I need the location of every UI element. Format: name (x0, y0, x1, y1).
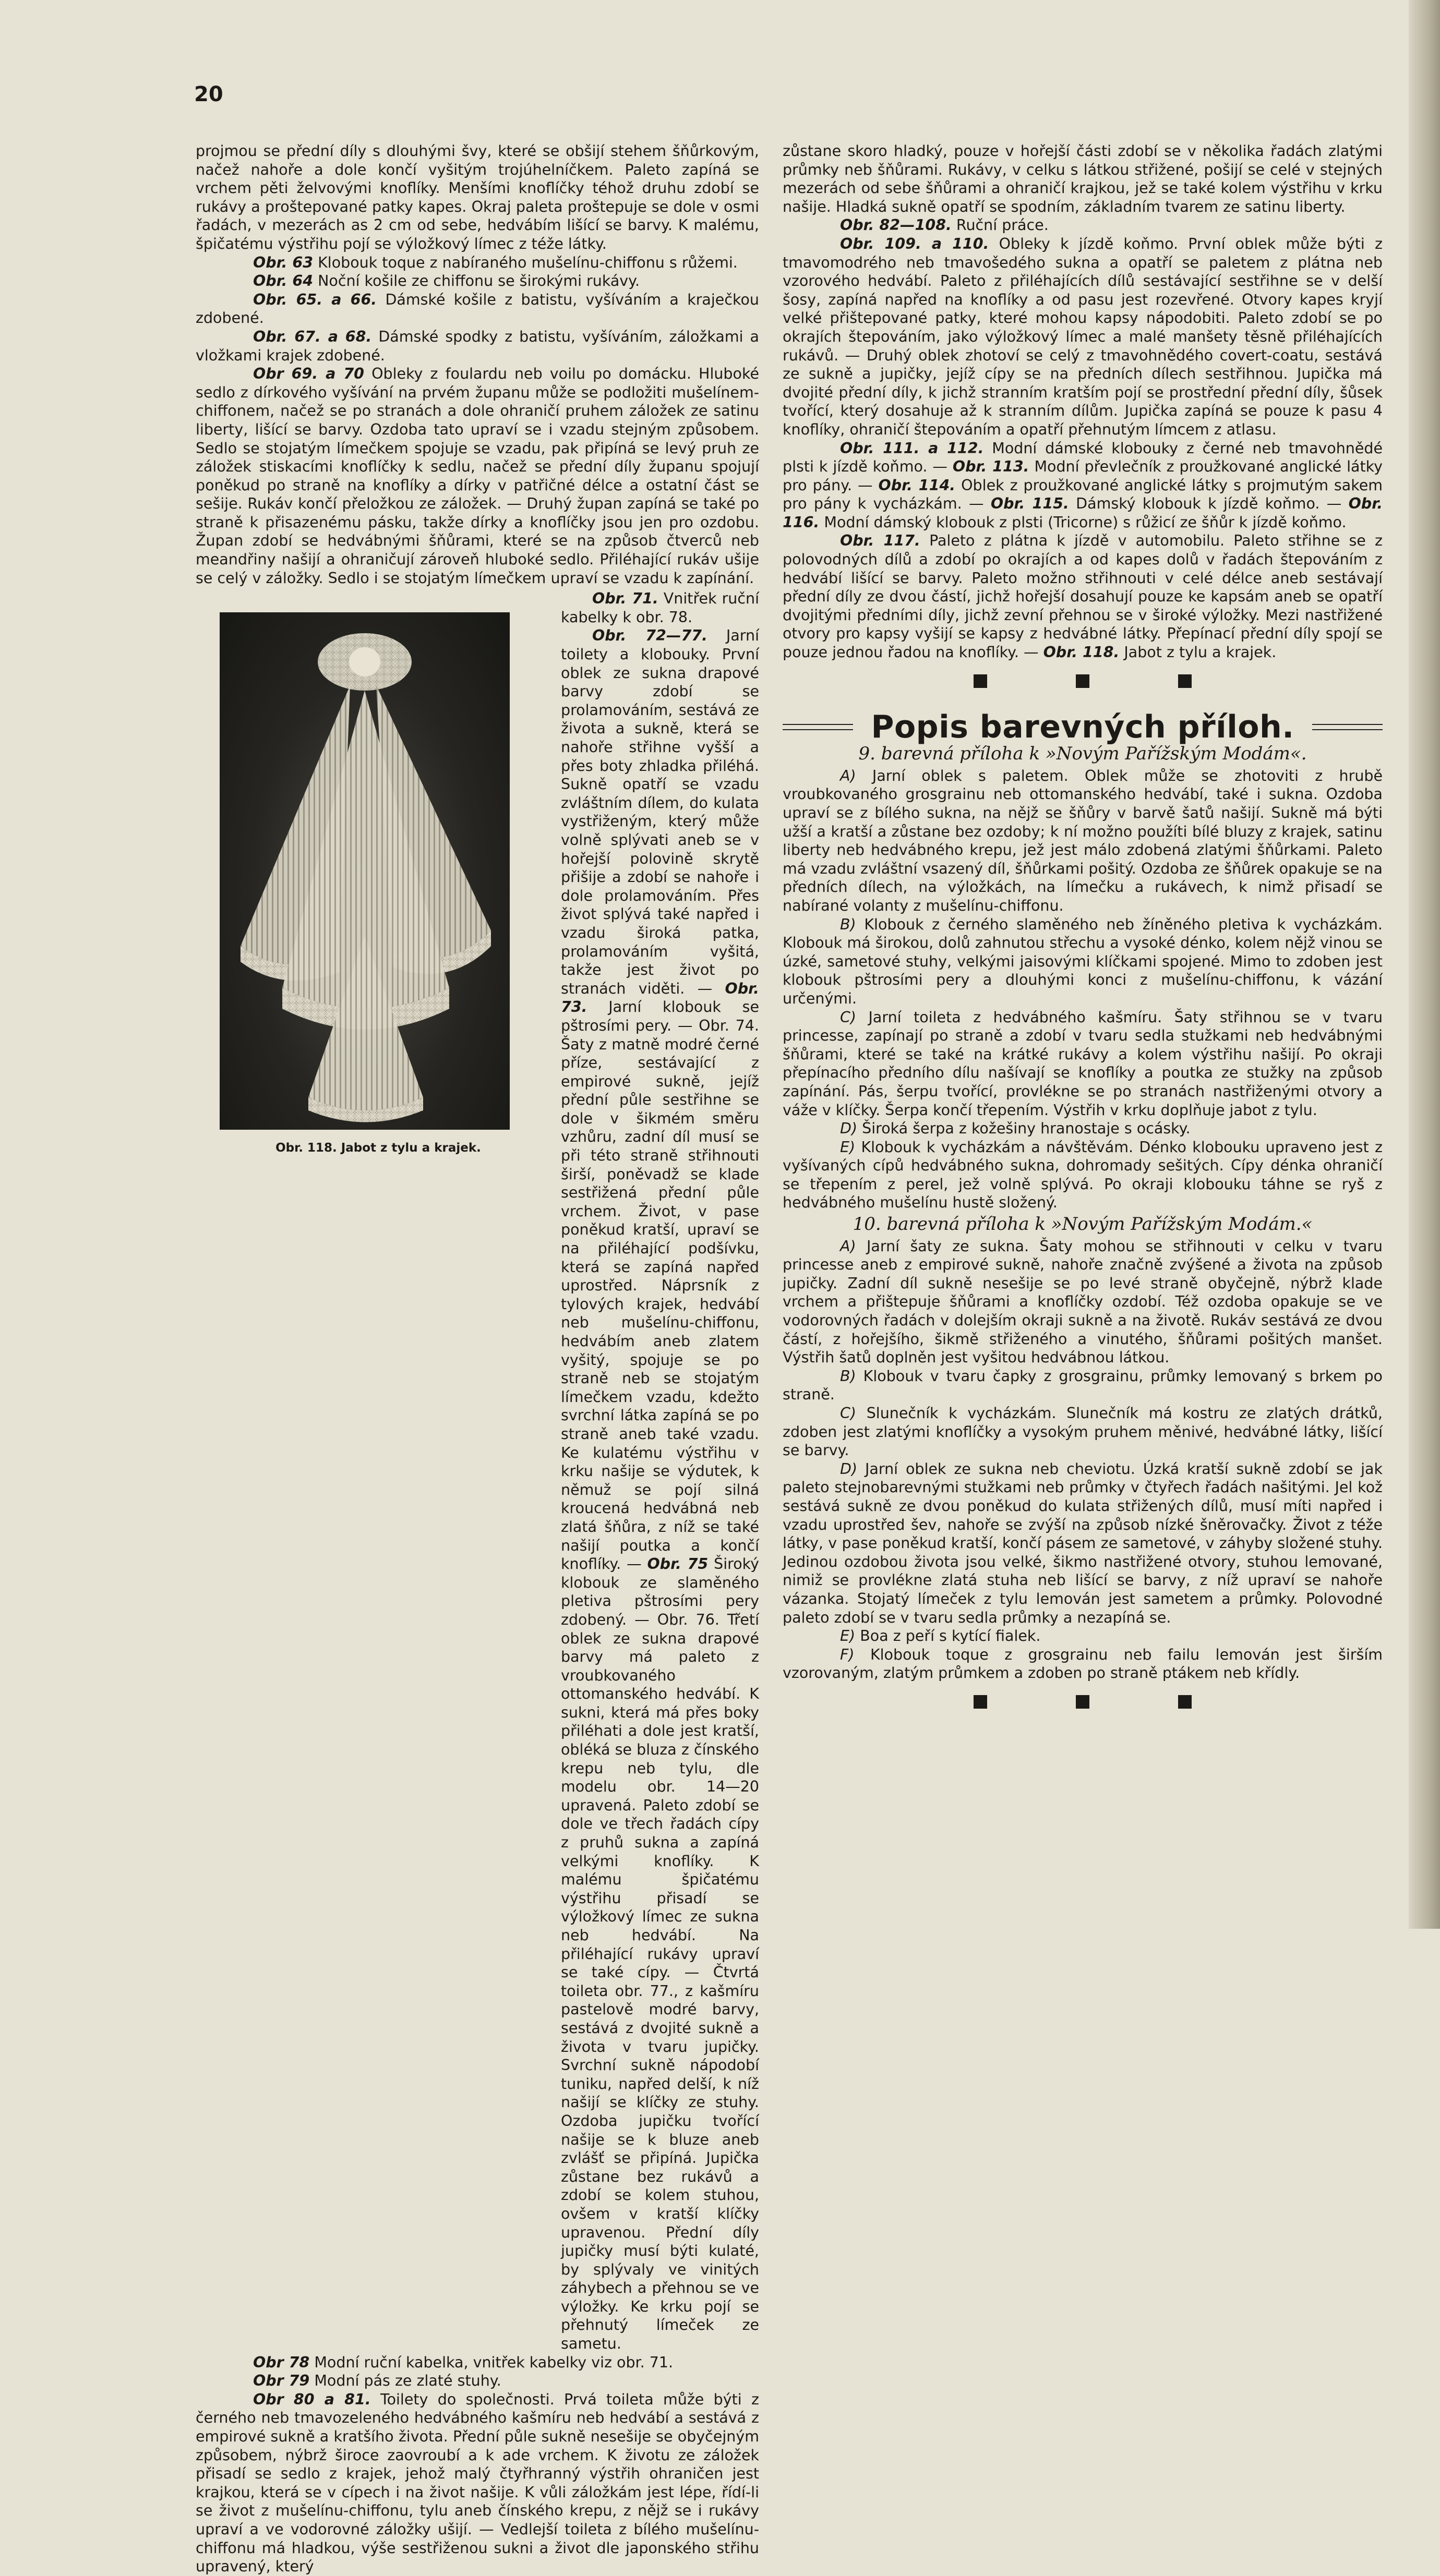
page-edge (1409, 0, 1440, 1929)
figure-side-text (561, 589, 759, 2353)
paragraph: F) Klobouk toque z grosgrainu neb failu lemován jest širším vzorovaným, zlatým průmkem a zdoben po straně ptákem neb křídly. (783, 1646, 1383, 1682)
paragraph: Obr. 82—108. Ruční práce. (840, 216, 1049, 234)
heading-rule (783, 724, 853, 730)
subheading: 9. barevná příloha k »Novým Pařížským Modám«. (858, 743, 1307, 765)
jabot-photo (220, 612, 510, 1130)
paragraph: D) Jarní oblek ze sukna neb cheviotu. Úzká kratší sukně zdobí se jak paleto stejnobarevnými stužkami neb průmky v čtyřech řadách našitými. Jel kož sestává sukně ze dvou poněkud do kulata střižených dílů, musí míti napřed i vzadu uprostřed šev, nahoře se zvýší na způsob nízké šněrovačky. Život z téže látky, v pase poněkud kratší, končí pásem ze sametové, v záhyby složené stuhy. Jedinou ozdobou života jsou velké, šikmo nastřižené otvory, stuhou lemované, nimiž se provlékne zlatá stuha neb lišící se barvy, z níž upraví se nahoře vázanka. Stojatý límeček z tylu lemován jest sametem a průmky. Polovodné paleto zdobí se v tvaru sedla průmky a nezapíná se. (783, 1460, 1383, 1626)
paragraph: C) Jarní toileta z hedvábného kašmíru. Šaty střihnou se v tvaru princesse, zapínají po straně a zdobí v tvaru sedla stužkami neb hedvábnými šňůrami, které se také na krátké rukávy a kolem výstřihu našijí. Po okraji přepínacího předního dílu našívají se knoflíky a poutka ze stužky na způsob zapínání. Pás, šerpu tvořící, provlékne se po stranách nastřiženými otvory a váže v klíčky. Šerpa končí třepením. Výstřih v krku doplňuje jabot z tylu. (783, 1008, 1383, 1119)
divider-square (1178, 1695, 1192, 1709)
paragraph: A) Jarní šaty ze sukna. Šaty mohou se střihnouti v celku v tvaru princesse aneb z empirové sukně, nahoře značně zvýšené a života na způsob jupičky. Zadní díl sukně nesešije se po levé straně obyčejně, nýbrž klade vrchem a přištepuje šňůrami a knoflíčky ozdobí. Též ozdoba opakuje se ve vodorovných řadách v dolejším okraji sukně a na životě. Rukáv sestává ze dvou částí, z hořejšího, šikmě střiženého a vinutého, šňůrami pošitých manšet. Výstřih šatů doplněn jest vyšitou hedvábnou látkou. (783, 1237, 1383, 1366)
paragraph: Obr 78 Modní ruční kabelka, vnitřek kabelky viz obr. 71. (253, 2353, 674, 2371)
section-divider (783, 674, 1383, 688)
paragraph: Obr. 72—77. Jarní toilety a klobouky. První oblek ze sukna drapové barvy zdobí se prolamováním, sestává ze života a sukně, která se nahoře střihne vyšší a přes boty zhladka přiléhá. Sukně opatří se vzadu zvláštním dílem, do kulata vystřiženým, který může volně splývati aneb se v hořejší polovině skrytě přišije a zdobí se nahoře i dole prolamováním. Přes život splývá také napřed i vzadu široká patka, prolamováním vyšitá, takže jest život po stranách viděti. — Obr. 73. Jarní klobouk se pštrosími pery. — Obr. 74. Šaty z matně modré černé příze, sestávající z empirové sukně, jejíž přední půle sestřihne se dole v šikmém směru vzhůru, zadní díl musí se při této straně střihnouti širší, poněvadž se klade sestřižená přední půle vrchem. Život, v pase poněkud kratší, upraví se na přiléhající podšívku, která se zapíná napřed uprostřed. Náprsník z tylových krajek, hedvábí neb mušelínu-chiffonu, hedvábím aneb zlatem vyšitý, spojuje se po straně neb se stojatým límečkem vzadu, kdežto svrchní látka zapíná se po straně aneb také vzadu. Ke kulatému výstřihu v krku našije se výdutek, k němuž se pojí silná kroucená hedvábná neb zlatá šňůra, z níž se také našijí poutka a končí knoflíky. — Obr. 75 Široký klobouk ze slaměného pletiva pštrosími pery zdobený. — Obr. 76. Třetí oblek ze sukna drapové barvy má paleto z vroubkovaného ottomanského hedvábí. K sukni, která má přes boky přiléhati a dole jest kratší, obléká se bluza z čínského krepu neb tylu, dle modelu obr. 14—20 upravená. Paleto zdobí se dole ve třech řadách cípy z pruhů sukna a zapíná velkými knoflíky. K malému špičatému výstřihu přisadí se výložkový límec ze sukna neb hedvábí. Na přiléhající rukávy upraví se také cípy. — Čtvrtá toileta obr. 77., z kašmíru pastelově modré barvy, sestává z dvojité sukně a života v tvaru jupičky. Svrchní sukně nápodobí tuniku, napřed delší, k níž našijí se klíčky ze stuhy. Ozdoba jupičku tvořící našije se k bluze aneb zvlášť se připíná. Jupička zůstane bez rukávů a zdobí se kolem stuhou, ovšem v kratší klíčky upravenou. Přední díly jupičky musí býti kulaté, by splývaly ve vinitých záhybech a přehnou se ve výložky. Ke krku pojí se přehnutý límeček ze sametu. (561, 627, 760, 2353)
paragraph: projmou se přední díly s dlouhými švy, které se obšijí stehem šňůrkovým, načež nahoře a dole končí vyšitým trojúhelníčkem. Paleto zapíná se vrchem pěti želvovými knoflíky. Menšími knoflíčky téhož druhu zdobí se rukávy a proštepované patky kapes. Okraj paleta proštepuje se dole v osmi řadách, v mezerách as 2 cm od sebe, hedvábím lišící se barvy. K malému, špičatému výstřihu pojí se výložkový límec z téže látky. (196, 142, 759, 252)
section-heading (783, 708, 1383, 745)
divider-square (974, 674, 987, 688)
paragraph: E) Klobouk k vycházkám a návštěvám. Dénko klobouku upraveno jest z vyšívaných cípů hedvábného sukna, dohromady sešitých. Cípy dénka ohraničí se třepením z perel, jež volně splývá. Po okraji klobouku táhne se ryš z hedvábného mušelínu hustě složený. (783, 1138, 1383, 1212)
figure-caption: Obr. 118. Jabot z tylu a krajek. (275, 1141, 481, 1155)
paragraph: Obr 80 a 81. Toilety do společnosti. Prvá toileta může býti z černého neb tmavozeleného hedvábného kašmíru neb hedvábí a sestává z empirové sukně a kratšího života. Přední půle sukně nesešije se obyčejným způsobem, nýbrž široce zaovroubí a k ade vrchem. K životu ze záložek přisadí se sedlo z krajek, jehož malý čtyřhranný výstřih ohraničen jest krajkou, která se v cípech i na život našije. K vůli záložkám jest lépe, řídí-li se život z mušelínu-chiffonu, tylu aneb čínského krepu, z nějž se i rukávy upraví a ve vodorovné záložky ušijí. — Vedlejší toileta z bílého mušelínu-chiffonu má hladkou, výše sestřiženou sukni a život dle japonského střihu upravený, který (196, 2390, 759, 2575)
paragraph: Obr. 71. Vnitřek ruční kabelky k obr. 78. (561, 590, 760, 626)
paragraph: B) Klobouk z černého slaměného neb žíněného pletiva k vycházkám. Klobouk má širokou, dolů zahnutou střechu a vysoké dénko, kolem nějž vinou se úzké, sametové stuhy, velkými jaisovými klíčkami spojené. Mimo to zdoben jest klobouk pštrosími pery a dlouhými konci z mušelínu-chiffonu, k vázání určenými. (783, 915, 1383, 1007)
paragraph: Obr. 64 Noční košile ze chiffonu se širokými rukávy. (253, 272, 640, 290)
paragraph: Obr. 67. a 68. Dámské spodky z batistu, vyšíváním, záložkami a vložkami krajek zdobené. (196, 328, 760, 364)
divider-square (1076, 1695, 1089, 1709)
paragraph: Obr. 63 Klobouk toque z nabíraného mušelínu-chiffonu s růžemi. (253, 253, 738, 271)
paragraph: A) Jarní oblek s paletem. Oblek může se zhotoviti z hrubě vroubkovaného grosgrainu neb ottomanského hedvábí, také i sukna. Ozdoba upraví se z bílého sukna, na nějž se šňůry v barvě šatů našijí. Sukně má býti užší a kratší a zůstane bez ozdoby; k ní možno použíti bílé bluzy z krajek, satinu liberty neb hedvábného krepu, jež jest málo zdobená zlatými šňůrkami. Paleto má vzadu zvláštní vsazený díl, šňůrkami pošitý. Ozdoba ze šňůrek opakuje se na předních dílech, na výložkách, na límečku a rukávech, k nimž přisadí se nabírané volanty z mušelínu-chiffonu. (783, 767, 1383, 914)
paragraph: B) Klobouk v tvaru čapky z grosgrainu, průmky lemovaný s brkem po straně. (783, 1367, 1383, 1404)
paragraph: Obr. 117. Paleto z plátna k jízdě v automobilu. Paleto střihne se z polovodných dílů a zdobí po okrajích a od kapes dolů v řadách štepováním z hedvábí lišící se barvy. Paleto možno střihnouti v celé délce aneb sestávají přední díly ze dvou částí, jichž hořejší dosahují pouze ke kapsám aneb se opatří dvojitými předními díly, jichž zevní přehnou se v široké výložky. Mezi nastřižené otvory pro kapsy vyšijí se kapsy z hedvábné látky. Přepínací přední díly spojí se pouze jednou řadou na knoflíky. — Obr. 118. Jabot z tylu a krajek. (783, 532, 1383, 661)
divider-square (1178, 674, 1192, 688)
subheading: 10. barevná příloha k »Novým Pařížským Modám.« (853, 1214, 1313, 1235)
paragraph: Obr. 111. a 112. Modní dámské klobouky z černé neb tmavohnědé plsti k jízdě koňmo. — Obr. 113. Modní převlečník z proužkované anglické látky pro pány. — Obr. 114. Oblek z proužkované anglické látky s projmutým sakem pro pány k vycházkám. — Obr. 115. Dámský klobouk k jízdě koňmo. — Obr. 116. Modní dámský klobouk z plsti (Tricorne) s růžicí ze šňůr k jízdě koňmo. (783, 439, 1383, 531)
divider-square (1076, 674, 1089, 688)
figure-118 (217, 589, 540, 2353)
paragraph: Obr. 109. a 110. Obleky k jízdě koňmo. První oblek může býti z tmavomodrého neb tmavošedého sukna a opatří se paletem z plátna neb vzorového hedvábí. Paleto z přiléhajících dílů sestávající sestřihne se v delší šosy, zapíná napřed na knoflíky a od pasu jest rozevřené. Otvory kapes kryjí velké přištepované patky, které mohou kapsy nápodobiti. Paleto zdobí se po okrajích štepováním, jako výložkový límec a malé manšety těsně přiléhajících rukávů. — Druhý oblek zhotoví se celý z tmavohnědého covert-coatu, sestává ze sukně a jupičky, jejíž cípy se na předních dílech sestřihnou. Jupička má dvojité přední díly, k jichž stranním kratším pojí se prostřední přední díly, šůsek tvořící, který dosahuje až k stranním dílům. Jupička zapíná se pouze k pasu 4 knoflíky, ohraničí štepováním a opatří přehnutým límcem z atlasu. (783, 235, 1383, 438)
paragraph: zůstane skoro hladký, pouze v hořejší části zdobí se v několika řadách zlatými průmky neb šňůrami. Rukávy, v celku s látkou střižené, pošijí se celé v stejných mezerách od sebe šňůrami a ohraničí krajkou, jež se také kolem výstřihu v krku našije. Hladká sukně opatří se spodním, základním tvarem ze satinu liberty. (783, 142, 1383, 215)
heading-rule (1312, 724, 1383, 730)
right-column (783, 142, 1383, 1714)
paragraph: D) Široká šerpa z kožešiny hranostaje s ocásky. (840, 1120, 1191, 1138)
figure-row (196, 589, 759, 2353)
heading-title: Popis barevných příloh. (871, 708, 1294, 745)
left-column (196, 142, 759, 2576)
paragraph: E) Boa z peří s kytící fialek. (840, 1627, 1041, 1645)
paragraph: Obr. 65. a 66. Dámské košile z batistu, vyšíváním a kraječkou zdobené. (196, 291, 759, 327)
paragraph: Obr 69. a 70 Obleky z foulardu neb voilu po domácku. Hluboké sedlo z dírkového vyšívání na prvém županu může se podložiti mušelínem-chiffonem, načež se po stranách a dole ohraničí pruhem záložek ze satinu liberty, lišící se barvy. Ozdoba tato upraví se i vzadu stejným způsobem. Sedlo se stojatým límečkem spojuje se vzadu, pak připíná se levý pruh ze záložek stiskacími knoflíčky k sedlu, načež se přední díly županu spojují poněkud po straně na knoflíky a dírky v patřičné délce a ostatní část se sešije. Rukáv končí přeložkou ze záložek. — Druhý župan zapíná se také po straně k přisazenému pásku, takže dírky a knoflíčky jsou jen pro ozdobu. Župan zdobí se hedvábnými šňůrami, které se na způsob čtverců neb meandřiny našijí a ohraničují zároveň hluboké sedlo. Přiléhající rukáv ušije se celý v záložky. Sedlo i se stojatým límečkem upraví se vzadu k zapínání. (196, 365, 759, 587)
paragraph: C) Slunečník k vycházkám. Slunečník má kostru ze zlatých drátků, zdoben jest zlatými knoflíčky a vysokým pruhem měnivé, hedvábné látky, lišící se barvy. (783, 1405, 1383, 1459)
section-divider (783, 1695, 1383, 1709)
page-number: 20 (194, 82, 223, 106)
paragraph: Obr 79 Modní pás ze zlaté stuhy. (253, 2372, 501, 2390)
divider-square (974, 1695, 987, 1709)
jabot-illustration (220, 612, 510, 1130)
